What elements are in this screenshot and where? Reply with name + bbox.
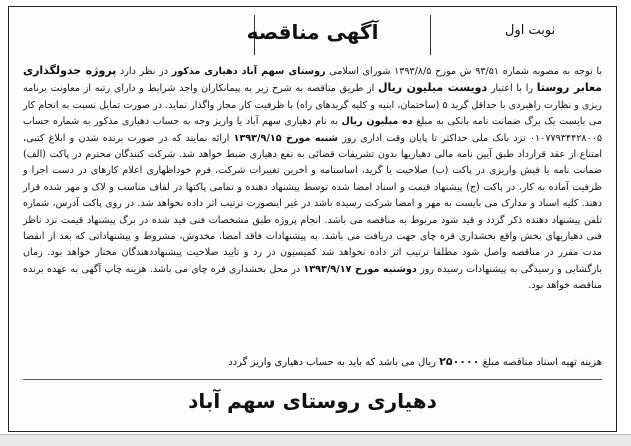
ad-title: آگهی مناقصه — [246, 20, 379, 44]
fee-amount: ۲۵۰۰۰۰ — [439, 355, 480, 368]
body-text: را با اعتبار — [487, 83, 537, 95]
publication-round: نوبت اول — [505, 23, 556, 38]
divider — [23, 379, 602, 380]
body-text: با توجه به مصوبه شماره ۹۳/۵۱ ش مورخ ۱۳۹۳/۸/۵ شورای اسلامی — [325, 66, 603, 77]
body-text: ارائه نمایند که در صورت برنده شدن و ابلاغ کتبی، امتناع از عقد قرارداد طبق آیین نامه مالی دهیاریها بدون تشریفات قضائی به نفع دهیاری ضبط خواهد شد. شرکت کنندگان محترم در پاکت (الف) ضمانت نامه یا فیش واریزی در پاکت (ب) صلاحیت یا گرید، اساسنامه و اخرین تغییرات شرکت، فرم خوداظهاری اعلام کارهای در دست اجرا و ظرفیت آماده به کار، در پاکت (ج) پیشنهاد قیمت و اسناد امضا شده توسط پیشنهاد دهنده و تمامی پاکتها در لفاف مناسب و لاک و مهر شده قرار دهند. کلیه اسناد و مدارک می بایست به مهر و امضا شرکت رسیده باشد در غیر اینصورت ترتیب اثر داده نخواهد شد. در روی پاکت آدرس، شماره تلفن پیشنهاد دهنده ذکر گردد و قید شود مربوط به مناقصه می باشد. انجام پروژه طبق مشخصات فنی قید شده در برگ پیشنهاد قیمت نزد ناظر فنی دهیاریهای بخش واقع بخشداری قره چای جهت دریافت می باشد. به پیشنهادات فاقد امضا، مخدوش، مشروط و پیشنهاداتی که بعد از انقضا مدت مقرر در مناقصه واصل شود مطلقا ترتیب اثر داده نخواهد شد کمیسیون در رد و تایید صلاحیت پیشنهاددهندگان مختار خواهد بود. زمان بازگشایی و رسیدگی به پیشنهادات رسیده روز — [23, 132, 602, 275]
fee-suffix: ریال می باشد که باید به حساب دهیاری واریز گردد — [228, 357, 440, 368]
project-name: پروژه جدولگذاری معابر روستا — [23, 64, 602, 95]
document-fee — [23, 355, 602, 368]
body-text: به نام دهیاری سهم آباد یا واریز وجه به حساب دهیاری مذکور به شماره حساب ۰۱۰۷۷۹۳۴۴۲۸۰۰۵ نزد بانک ملی حداکثر تا پایان وقت اداری روز — [23, 116, 602, 144]
village-name: روستای سهم آباد دهیاری مذکور — [171, 66, 326, 77]
submission-deadline: شنبه مورخ ۱۳۹۳/۹/۱۵ — [233, 132, 338, 144]
project-budget: دویست میلیون ریال — [377, 81, 488, 95]
body-text: در نظر دارد — [116, 66, 172, 77]
fee-prefix: هزینه تهیه اسناد مناقصه مبلغ — [479, 357, 602, 368]
opening-date: دوشنبه مورخ ۱۳۹۳/۹/۱۷ — [303, 263, 417, 275]
ad-body-text — [23, 63, 602, 295]
page-edge-strip — [0, 434, 631, 446]
guarantee-amount: ده میلیون ریال — [341, 116, 413, 128]
body-text: از طریق مناقصه به شرح زیر به پیمانکاران واجد شرایط و دارای رتبه از معاونت برنامه ریزی و نظارت راهبردی با حداقل گرید ۵ (ساختمان، ابنیه و کلیه گریدهای راه) با ظرفیت کار مجاز واگذار نماید. در صورت تمایل نسبت به انجام کار می بایست یک برگ ضمانت نامه بانکی به مبلغ — [23, 83, 603, 128]
issuer-signature: دهیاری روستای سهم آباد — [188, 389, 437, 413]
body-text: در محل بخشداری قره چای می باشد. هزینه چاپ آگهی به عهده برنده مناقصه خواهد بود. — [23, 263, 602, 292]
tender-advertisement — [8, 6, 617, 432]
